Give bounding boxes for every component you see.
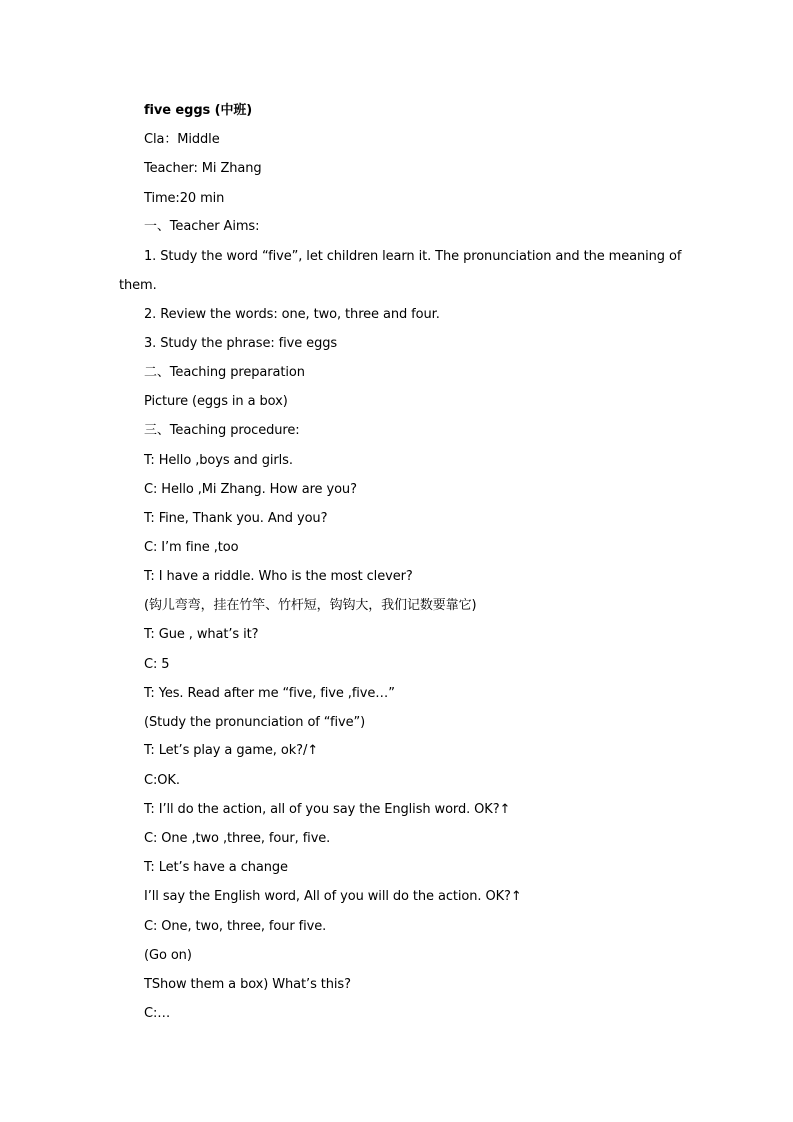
procedure-line: T: Gue , what’s it? xyxy=(144,627,259,642)
procedure-line: C: Hello ,Mi Zhang. How are you? xyxy=(144,482,357,497)
procedure-line: (钩儿弯弯，挂在竹竿、竹杆短，钩钩大，我们记数要靠它) xyxy=(144,598,477,613)
procedure-line: T: Hello ,boys and girls. xyxy=(144,453,293,468)
procedure-line: T: I’ll do the action, all of you say the English word. OK?↑ xyxy=(144,802,511,817)
class-line: Cla：Middle xyxy=(144,132,220,147)
procedure-line: T: Fine, Thank you. And you? xyxy=(144,511,328,526)
procedure-line: C: One ,two ,three, four, five. xyxy=(144,831,331,846)
section-heading-preparation: 二、Teaching preparation xyxy=(144,365,305,380)
procedure-line: T: Yes. Read after me “five, five ,five…” xyxy=(144,686,395,701)
procedure-line: T: Let’s play a game, ok?/↑ xyxy=(144,743,319,758)
preparation-text: Picture (eggs in a box) xyxy=(144,394,288,409)
teacher-line: Teacher: Mi Zhang xyxy=(144,161,262,176)
document-title: five eggs (中班) xyxy=(144,103,253,118)
procedure-line: T: Let’s have a change xyxy=(144,860,288,875)
procedure-line: C: 5 xyxy=(144,657,170,672)
section-heading-aims: 一、Teacher Aims: xyxy=(144,219,260,234)
time-line: Time:20 min xyxy=(144,191,225,206)
procedure-line: C:OK. xyxy=(144,773,180,788)
procedure-line: T: I have a riddle. Who is the most clever? xyxy=(144,569,413,584)
procedure-line: TShow them a box) What’s this? xyxy=(144,977,351,992)
procedure-line: C: One, two, three, four five. xyxy=(144,919,327,934)
procedure-line: I’ll say the English word, All of you will do the action. OK?↑ xyxy=(144,889,522,904)
aim-2-text: 2. Review the words: one, two, three and four. xyxy=(144,307,440,322)
procedure-line: (Study the pronunciation of “five”) xyxy=(144,715,366,730)
aim-1-text: 1. Study the word “five”, let children learn it. The pronunciation and the meaning of xyxy=(144,249,682,264)
procedure-line: C:… xyxy=(144,1006,171,1021)
procedure-line: (Go on) xyxy=(144,948,192,963)
aim-1-continuation: them. xyxy=(119,278,157,293)
procedure-line: C: I’m fine ,too xyxy=(144,540,239,555)
section-heading-procedure: 三、Teaching procedure: xyxy=(144,423,300,438)
aim-3-text: 3. Study the phrase: five eggs xyxy=(144,336,338,351)
